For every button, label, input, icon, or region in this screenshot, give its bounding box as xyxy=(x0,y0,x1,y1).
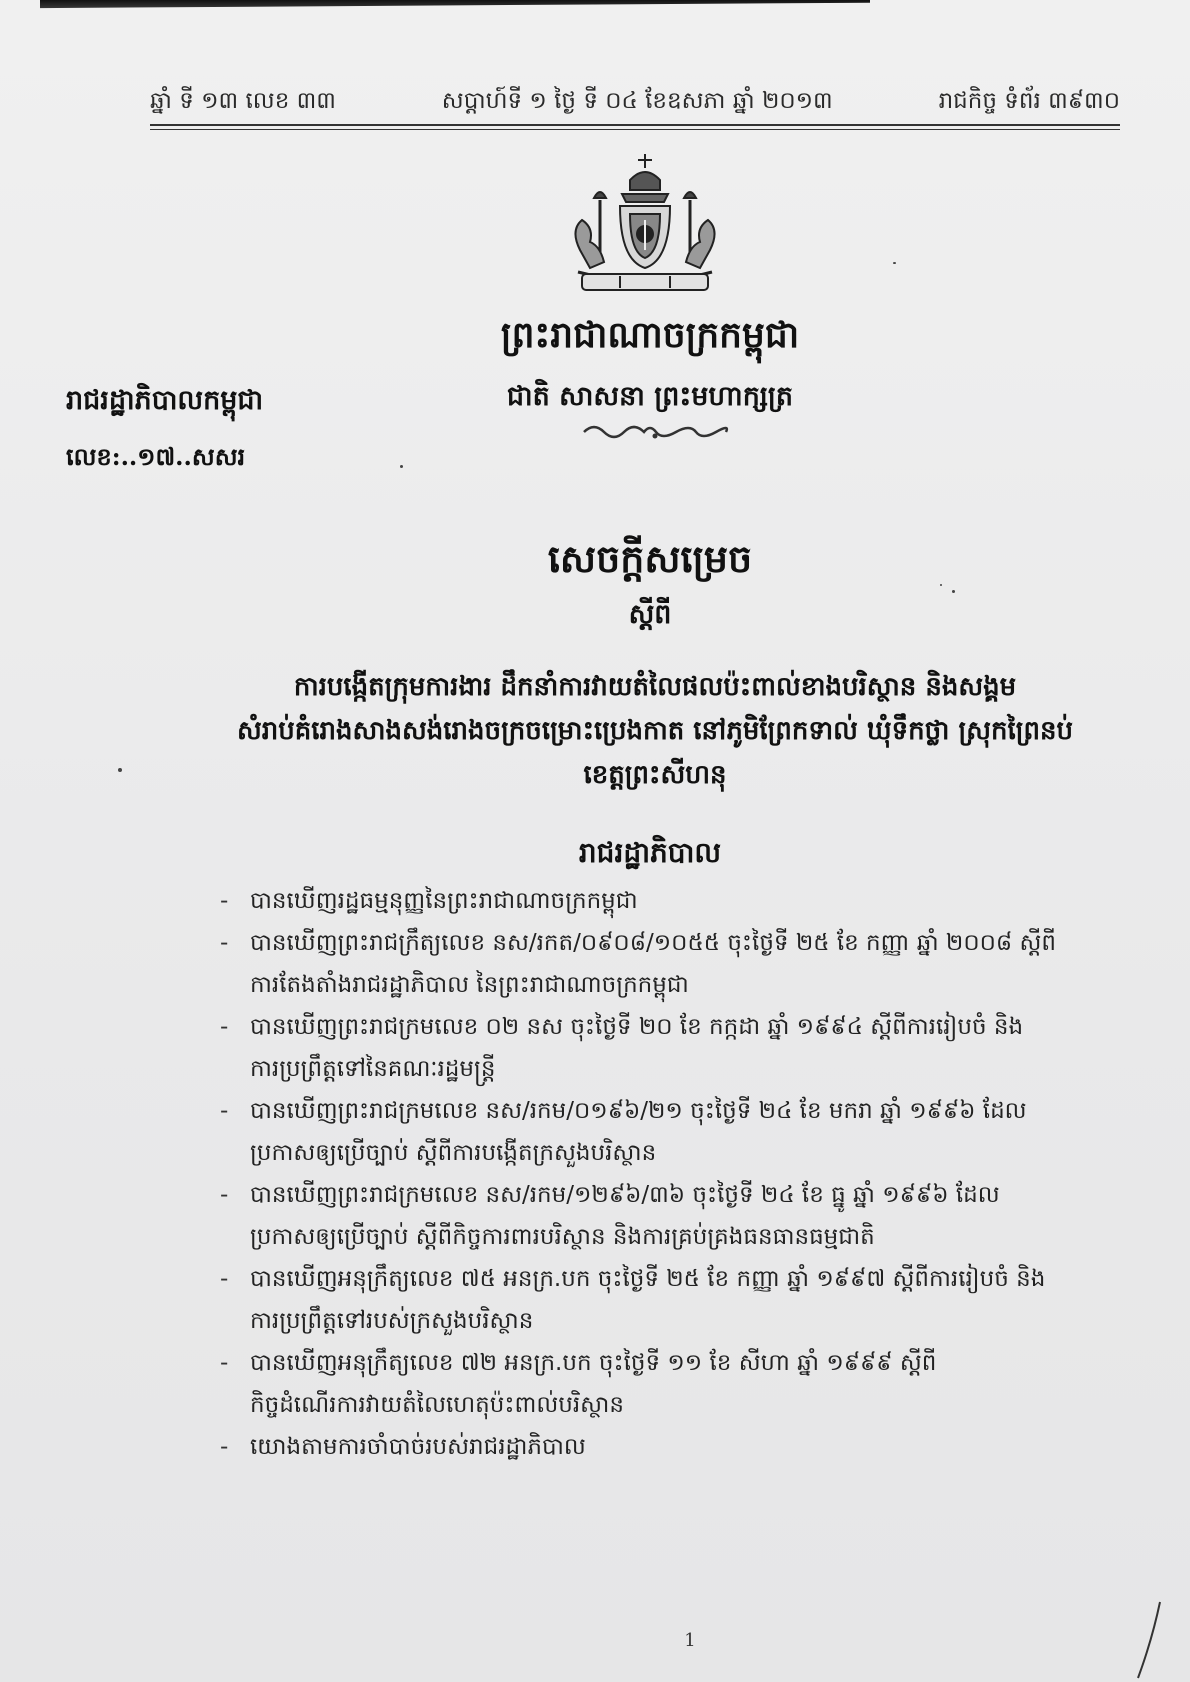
list-item-text: ការប្រព្រឹត្តទៅរបស់ក្រសួងបរិស្ថាន xyxy=(250,1308,534,1334)
page-number: 1 xyxy=(684,1630,696,1651)
list-item-text: - យោងតាមការចាំបាច់របស់រាជរដ្ឋាភិបាល xyxy=(250,1434,586,1460)
list-item xyxy=(220,1342,1150,1426)
national-motto: ជាតិ សាសនា ព្រះមហាក្សត្រ xyxy=(506,381,794,412)
gazette-date: សប្តាហ៍ទី ១ ថ្ងៃ ទី ០៤ ខែឧសភា ឆ្នាំ ២០១៣ xyxy=(441,87,833,114)
list-item xyxy=(220,1090,1150,1174)
list-item-text: កិច្ចដំណើរការវាយតំលៃហេតុប៉ះពាល់បរិស្ថាន xyxy=(250,1392,624,1418)
document-type-title: សេចក្តីសម្រេច xyxy=(547,536,753,581)
list-item xyxy=(220,880,1150,922)
royal-coat-of-arms-icon xyxy=(560,150,730,305)
list-item-text: - បានឃើញព្រះរាជក្រមលេខ នស/រកម/១២៩៦/៣៦ ចុះថ្ងៃទី ២៤ ខែ ធ្នូ ឆ្នាំ ១៩៩៦ ដែល xyxy=(250,1182,1000,1208)
scan-edge-shadow xyxy=(40,0,870,18)
scan-speck xyxy=(400,465,403,468)
scan-speck xyxy=(940,584,942,586)
gazette-header xyxy=(150,86,1120,120)
about-label: ស្តីពី xyxy=(628,599,672,630)
subject-line: ខេត្តព្រះសីហនុ xyxy=(583,760,727,790)
ornament-divider-icon xyxy=(580,420,730,442)
list-item xyxy=(220,1258,1150,1342)
scan-speck xyxy=(893,262,896,264)
list-item-text: - បានឃើញព្រះរាជក្រមលេខ នស/រកម/០១៩៦/២១ ចុះថ្ងៃទី ២៤ ខែ មករា ឆ្នាំ ១៩៩៦ ដែល xyxy=(250,1098,1027,1124)
list-item-text: ប្រកាសឲ្យប្រើច្បាប់ ស្តីពីការបង្កើតក្រសួងបរិស្ថាន xyxy=(250,1140,657,1166)
subject-line: ការបង្កើតក្រុមការងារ ដឹកនាំការវាយតំលៃផលប៉ះពាល់ខាងបរិស្ថាន និងសង្គម xyxy=(293,672,1017,702)
gazette-year-issue: ឆ្នាំ ទី ១៣ លេខ ៣៣ xyxy=(150,87,336,114)
list-item-text: ប្រកាសឲ្យប្រើច្បាប់ ស្តីពីកិច្ចការពារបរិស្ថាន និងការគ្រប់គ្រងធនធានធម្មជាតិ xyxy=(250,1224,875,1250)
list-item xyxy=(220,1174,1150,1258)
document-number: លេខ:..១៧..សសរ xyxy=(66,442,246,471)
considerations-list xyxy=(220,880,1150,1468)
scan-speck xyxy=(118,768,122,772)
document-subject xyxy=(195,665,1115,797)
list-item-text: - បានឃើញរដ្ឋធម្មនុញ្ញនៃព្រះរាជាណាចក្រកម្ពុជា xyxy=(250,888,638,914)
issuer-name: រាជរដ្ឋាភិបាលកម្ពុជា xyxy=(66,385,264,416)
list-item-text: - បានឃើញព្រះរាជក្រឹត្យលេខ នស/រកត/០៩០៨/១០៥៥ ចុះថ្ងៃទី ២៥ ខែ កញ្ញា ឆ្នាំ ២០០៨ ស្តីពី xyxy=(250,930,1056,956)
list-item xyxy=(220,922,1150,1006)
header-rule-thin xyxy=(150,129,1120,130)
pen-mark-icon xyxy=(1130,1600,1170,1680)
list-item xyxy=(220,1006,1150,1090)
subject-line: សំរាប់គំរោងសាងសង់រោងចក្រចម្រោះប្រេងកាត នៅភូមិព្រែកទាល់ ឃុំទឹកថ្លា ស្រុកព្រៃនប់ xyxy=(237,716,1073,746)
section-title: រាជរដ្ឋាភិបាល xyxy=(578,836,722,869)
list-item-text: - បានឃើញព្រះរាជក្រមលេខ ០២ នស ចុះថ្ងៃទី ២០ ខែ កក្កដា ឆ្នាំ ១៩៩៤ ស្តីពីការរៀបចំ និង xyxy=(250,1014,1024,1040)
header-rule xyxy=(150,124,1120,126)
scan-speck xyxy=(952,590,955,593)
kingdom-title: ព្រះរាជាណាចក្រកម្ពុជា xyxy=(500,314,800,356)
list-item-text: - បានឃើញអនុក្រឹត្យលេខ ៧២ អនក្រ.បក ចុះថ្ងៃទី ១១ ខែ សីហា ឆ្នាំ ១៩៩៩ ស្តីពី xyxy=(250,1350,937,1376)
list-item-text: ការប្រព្រឹត្តទៅនៃគណៈរដ្ឋមន្ត្រី xyxy=(250,1056,496,1082)
gazette-page-ref: រាជកិច្ច ទំព័រ ៣៩៣០ xyxy=(938,87,1120,114)
list-item xyxy=(220,1426,1150,1468)
list-item-text: - បានឃើញអនុក្រឹត្យលេខ ៧៥ អនក្រ.បក ចុះថ្ងៃទី ២៥ ខែ កញ្ញា ឆ្នាំ ១៩៩៧ ស្តីពីការរៀបចំ និង xyxy=(250,1266,1046,1292)
list-item-text: ការតែងតាំងរាជរដ្ឋាភិបាល នៃព្រះរាជាណាចក្រកម្ពុជា xyxy=(250,972,689,998)
